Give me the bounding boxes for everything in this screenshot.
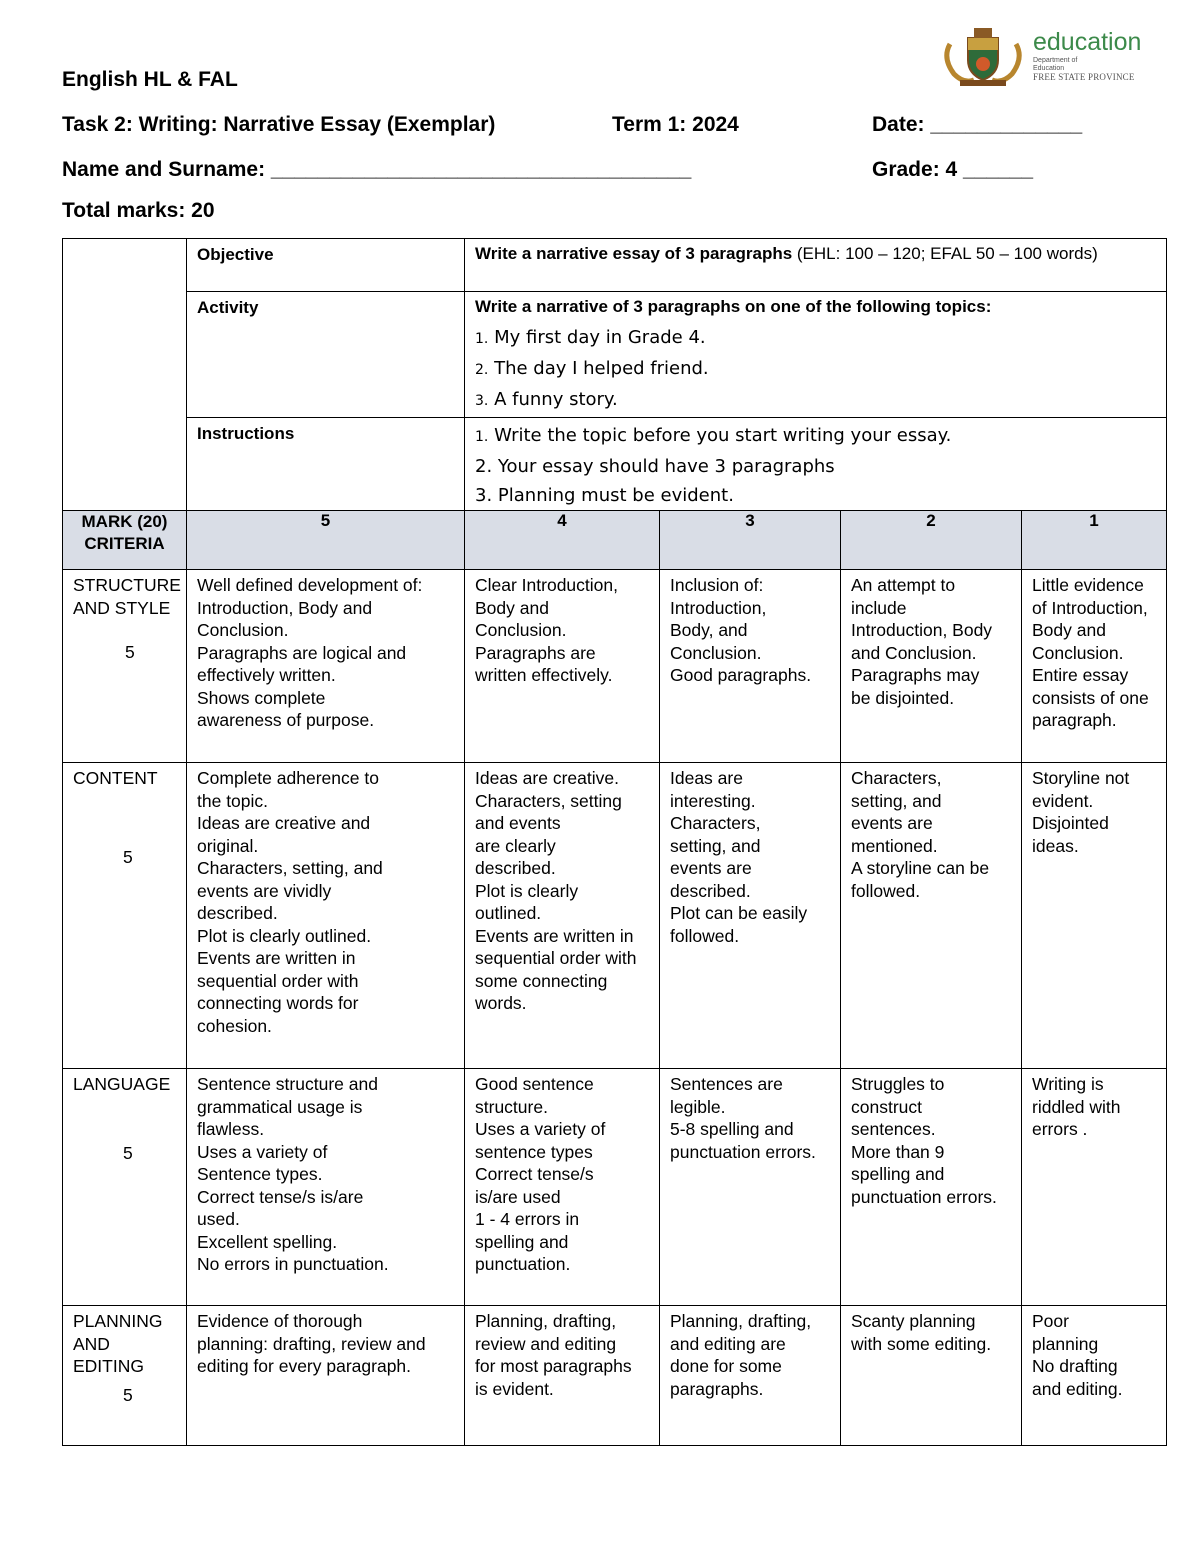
descriptor-line: Uses a variety of [475,1119,606,1139]
descriptor-line: sequential order with [197,970,359,991]
descriptor-line: Introduction, [670,597,767,618]
term-label: Term 1: 2024 [612,113,739,136]
descriptor-line: Events are written in [475,925,634,946]
descriptor-line: Sentences are [670,1074,783,1094]
descriptor-line: and events [475,813,561,833]
descriptor-cell-level-1 [1022,570,1167,763]
descriptor-line: Introduction, Body and [197,597,373,618]
descriptor-line: Disjointed [1032,813,1109,833]
rubric-table [62,238,1167,1446]
descriptor-line: Characters, setting [475,790,622,811]
descriptor-line: interesting. [670,790,756,811]
blank-header-cell [63,239,187,511]
list-item: 1. My first day in Grade 4. [475,327,706,348]
descriptor-cell-level-2 [841,1306,1022,1446]
criterion-name: STRUCTURE [73,575,181,595]
table-row [63,570,1167,763]
descriptor-cell-level-4 [465,763,660,1069]
descriptor-line: and editing are [670,1333,786,1354]
descriptor-line: include [851,597,907,618]
descriptor-line: Paragraphs may [851,665,980,685]
descriptor-line: evident. [1032,790,1094,811]
descriptor-line: the topic. [197,790,269,811]
grade-field[interactable]: Grade: 4 ______ [872,158,1034,181]
descriptor-cell-level-5 [187,1306,465,1446]
descriptor-line: be disjointed. [851,687,955,708]
objective-cell: Write a narrative essay of 3 paragraphs (EHL: 100 – 120; EFAL 50 – 100 words) [465,239,1167,292]
descriptor-line: Inclusion of: [670,575,764,595]
descriptor-line: Clear Introduction, [475,575,618,595]
descriptor-line: 5-8 spelling and [670,1119,794,1139]
level-5-header: 5 [187,511,465,570]
descriptor-line: and editing. [1032,1378,1123,1399]
descriptor-cell-level-4 [465,1306,660,1446]
descriptor-cell-level-1 [1022,1306,1167,1446]
descriptor-line: Excellent spelling. [197,1231,338,1252]
descriptor-line: Shows complete [197,687,326,708]
descriptor-line: No errors in punctuation. [197,1254,389,1274]
descriptor-line: outlined. [475,903,542,923]
name-surname-field[interactable]: Name and Surname: ____________________________________ [62,158,692,181]
descriptor-line: Complete adherence to [197,768,379,788]
descriptor-line: A storyline can be [851,858,990,878]
descriptor-line: No drafting [1032,1356,1118,1376]
criterion-cell [63,1306,187,1446]
activity-label-cell: Activity [187,292,465,418]
subject-title: English HL & FAL [62,68,238,91]
descriptor-line: Correct tense/s [475,1164,594,1184]
descriptor-line: Uses a variety of [197,1141,328,1162]
descriptor-line: ideas. [1032,835,1079,856]
coat-of-arms-icon [940,24,1026,88]
descriptor-line: planning [1032,1333,1099,1354]
descriptor-line: Ideas are [670,768,743,788]
descriptor-line: Ideas are creative. [475,768,619,788]
level-1-header: 1 [1022,511,1167,570]
descriptor-cell-level-4 [465,570,660,763]
level-3-header: 3 [660,511,841,570]
descriptor-cell-level-4 [465,1069,660,1306]
descriptor-line: and Conclusion. [851,642,977,663]
descriptor-line: planning: drafting, review and [197,1333,426,1354]
descriptor-line: Plot is clearly [475,880,579,901]
table-row [63,1069,1167,1306]
descriptor-line: is evident. [475,1378,554,1399]
descriptor-line: Characters, setting, and [197,858,383,878]
logo-word: education [1033,28,1142,56]
descriptor-line: sentences. [851,1119,936,1139]
descriptor-line: Storyline not [1032,768,1130,788]
descriptor-line: connecting words for [197,993,359,1013]
descriptor-line: with some editing. [851,1333,992,1354]
descriptor-line: Body and [475,597,549,618]
descriptor-line: Body, and [670,620,748,640]
activity-cell: Write a narrative of 3 paragraphs on one of the following topics: 1. My first day in Grade 4. 2. The day I helped friend. 3. A funny story. [465,292,1167,418]
descriptor-line: consists of one [1032,687,1149,708]
descriptor-line: Conclusion. [475,620,567,640]
descriptor-cell-level-2 [841,763,1022,1069]
descriptor-cell-level-5 [187,570,465,763]
descriptor-line: Planning, drafting, [670,1311,812,1331]
descriptor-line: punctuation. [475,1254,571,1274]
criterion-cell [63,1069,187,1306]
descriptor-line: are clearly [475,835,556,856]
descriptor-line: Sentence structure and [197,1074,378,1094]
total-marks: Total marks: 20 [62,199,215,222]
descriptor-line: setting, and [851,790,942,811]
descriptor-line: events are vividly [197,880,332,901]
descriptor-line: words. [475,993,527,1013]
descriptor-cell-level-5 [187,1069,465,1306]
descriptor-line: used. [197,1209,240,1229]
descriptor-line: Planning, drafting, [475,1311,617,1331]
level-2-header: 2 [841,511,1022,570]
list-item: 3. Planning must be evident. [475,485,734,506]
descriptor-cell-level-1 [1022,1069,1167,1306]
descriptor-line: cohesion. [197,1015,272,1036]
criterion-name: CONTENT [73,768,158,788]
descriptor-line: punctuation errors. [851,1186,997,1207]
descriptor-line: Well defined development of: [197,575,423,595]
criterion-name: AND [73,1333,110,1354]
descriptor-line: More than 9 [851,1141,945,1162]
descriptor-cell-level-2 [841,570,1022,763]
descriptor-line: Struggles to [851,1074,945,1094]
task-title: Task 2: Writing: Narrative Essay (Exemplar) [62,113,496,136]
level-4-header: 4 [465,511,660,570]
descriptor-line: Writing is [1032,1074,1104,1094]
descriptor-line: errors . [1032,1119,1088,1139]
instruction-list [465,418,1166,510]
list-item: 1. Write the topic before you start writing your essay. [475,425,952,446]
criterion-cell [63,570,187,763]
descriptor-line: Plot is clearly outlined. [197,925,372,946]
descriptor-line: mentioned. [851,835,938,856]
descriptor-line: structure. [475,1096,548,1117]
descriptor-line: Characters, [851,768,942,788]
descriptor-cell-level-3 [660,763,841,1069]
descriptor-line: construct [851,1096,922,1117]
descriptor-line: events are [851,813,933,833]
descriptor-line: Good paragraphs. [670,665,812,685]
descriptor-line: setting, and [670,835,761,856]
descriptor-line: Conclusion. [670,642,762,663]
descriptor-line: Ideas are creative and [197,813,371,833]
descriptor-cell-level-5 [187,763,465,1069]
descriptor-line: flawless. [197,1119,265,1139]
descriptor-line: effectively written. [197,665,336,685]
descriptor-cell-level-3 [660,1069,841,1306]
list-item: 3. A funny story. [475,389,618,410]
criterion-score: 5 [123,1142,133,1163]
descriptor-line: Good sentence [475,1074,594,1094]
descriptor-line: riddled with [1032,1096,1121,1117]
descriptor-line: Paragraphs are [475,642,596,663]
descriptor-line: editing for every paragraph. [197,1356,412,1376]
descriptor-line: Events are written in [197,948,356,968]
descriptor-line: some connecting [475,970,608,991]
descriptor-cell-level-3 [660,1306,841,1446]
descriptor-line: Introduction, Body [851,620,993,640]
table-row [63,763,1167,1069]
descriptor-line: is/are used [475,1186,561,1207]
descriptor-line: Paragraphs are logical and [197,642,407,663]
descriptor-line: done for some [670,1356,782,1376]
descriptor-line: Conclusion. [197,620,289,640]
descriptor-line: Correct tense/s is/are [197,1186,364,1207]
criterion-score: 5 [123,846,133,867]
descriptor-line: legible. [670,1096,726,1117]
criterion-name: AND STYLE [73,597,171,618]
descriptor-line: spelling and [851,1164,945,1184]
descriptor-line: for most paragraphs [475,1356,632,1376]
table-row [63,1306,1167,1446]
criterion-name: EDITING [73,1356,144,1376]
descriptor-line: punctuation errors. [670,1141,816,1162]
descriptor-line: original. [197,835,259,856]
criterion-name: LANGUAGE [73,1074,171,1094]
descriptor-line: sequential order with [475,948,637,968]
descriptor-line: paragraphs. [670,1378,764,1399]
descriptor-line: 1 - 4 errors in [475,1209,580,1229]
descriptor-line: review and editing [475,1333,617,1354]
descriptor-cell-level-3 [660,570,841,763]
instructions-label-cell: Instructions [187,418,465,511]
descriptor-line: Poor [1032,1311,1069,1331]
descriptor-line: Conclusion. [1032,642,1124,663]
descriptor-line: of Introduction, [1032,597,1148,618]
criterion-score: 5 [123,1384,133,1405]
descriptor-line: described. [197,903,278,923]
criterion-name: PLANNING [73,1311,163,1331]
descriptor-line: Characters, [670,813,761,833]
topic-list [465,321,1166,416]
descriptor-line: written effectively. [475,665,613,685]
descriptor-line: Sentence types. [197,1164,323,1184]
descriptor-line: An attempt to [851,575,956,595]
criterion-cell [63,763,187,1069]
descriptor-line: followed. [851,880,921,901]
descriptor-cell-level-1 [1022,763,1167,1069]
criterion-score: 5 [125,642,135,662]
descriptor-line: sentence types [475,1141,593,1162]
descriptor-line: described. [670,880,751,901]
descriptor-line: events are [670,858,752,878]
descriptor-line: Body and [1032,620,1106,640]
date-field[interactable]: Date: _____________ [872,113,1083,136]
descriptor-line: spelling and [475,1231,569,1252]
logo-subtitle: Department of Education FREE STATE PROVINCE [1033,57,1135,82]
descriptor-line: Scanty planning [851,1311,976,1331]
mark-criteria-header: MARK (20) CRITERIA [63,511,187,570]
descriptor-line: paragraph. [1032,710,1117,730]
descriptor-cell-level-2 [841,1069,1022,1306]
objective-label-cell: Objective [187,239,465,292]
descriptor-line: Entire essay [1032,665,1129,685]
descriptor-line: grammatical usage is [197,1096,363,1117]
department-logo [940,24,1145,90]
descriptor-line: Evidence of thorough [197,1311,363,1331]
descriptor-line: described. [475,858,556,878]
descriptor-line: followed. [670,925,740,946]
list-item: 2. Your essay should have 3 paragraphs [475,456,835,477]
descriptor-line: Plot can be easily [670,903,808,923]
descriptor-line: awareness of purpose. [197,710,375,730]
descriptor-line: Little evidence [1032,575,1144,595]
instructions-cell [465,418,1167,511]
list-item: 2. The day I helped friend. [475,358,709,379]
